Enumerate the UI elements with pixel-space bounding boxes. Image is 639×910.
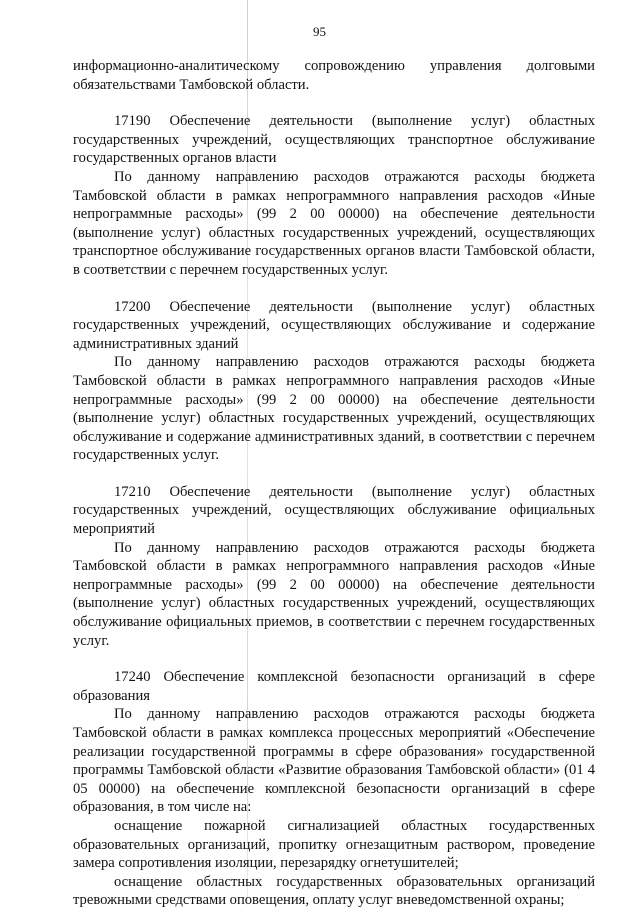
document-body: [73, 57, 595, 910]
paragraph-17200-description: По данному направлению расходов отражаются расходы бюджета Тамбовской области в рамках непрограммного направления расходов «Иные непрограммные расходы» (99 2 00 00000) на обеспечение деятельности (выполнение услуг) областных государственных учреждений, осуществляющих обслуживание и содержание административных зданий, в соответствии с перечнем государственных услуг.: [73, 354, 595, 464]
list-item-fire-alarm: оснащение пожарной сигнализацией областных государственных образовательных организаций, пропитку огнезащитным раствором, проведение замера сопротивления изоляции, перезарядку огнетушителей;: [73, 817, 595, 872]
page-number: 95: [313, 24, 326, 39]
section-heading-17190: 17190 Обеспечение деятельности (выполнение услуг) областных государственных учреждений, осуществляющих транспортное обслуживание государственных органов власти: [73, 113, 595, 167]
paragraph-17190-description: По данному направлению расходов отражаются расходы бюджета Тамбовской области в рамках непрограммного направления расходов «Иные непрограммные расходы» (99 2 00 00000) на обеспечение деятельности (выполнение услуг) областных государственных учреждений, осуществляющих транспортное обслуживание государственных органов власти Тамбовской области, в соответствии с перечнем государственных услуг.: [73, 168, 595, 278]
paragraph-17210-description: По данному направлению расходов отражаются расходы бюджета Тамбовской области в рамках непрограммного направления расходов «Иные непрограммные расходы» (99 2 00 00000) на обеспечение деятельности (выполнение услуг) областных государственных учреждений, осуществляющих обслуживание официальных приемов, в соответствии с перечнем государственных услуг.: [73, 539, 595, 649]
section-heading-17240: 17240 Обеспечение комплексной безопасности организаций в сфере образования: [73, 669, 595, 704]
paragraph-17240-description: По данному направлению расходов отражаются расходы бюджета Тамбовской области в рамках комплекса процессных мероприятий «Обеспечение реализации государственной программы в сфере образования» государственной программы Тамбовской области «Развитие образования Тамбовской области» (01 4 05 00000) на обеспечение комплексной безопасности организаций в сфере образования, в том числе на:: [73, 706, 595, 816]
list-item-alarm-devices: оснащение областных государственных образовательных организаций тревожными средствами оповещения, оплату услуг вневедомственной охраны;: [73, 873, 595, 909]
section-heading-17200: 17200 Обеспечение деятельности (выполнение услуг) областных государственных учреждений, осуществляющих обслуживание и содержание административных зданий: [73, 298, 595, 352]
section-heading-17210: 17210 Обеспечение деятельности (выполнение услуг) областных государственных учреждений, осуществляющих обслуживание официальных мероприятий: [73, 483, 595, 538]
paragraph-continuation: информационно-аналитическому сопровождению управления долговыми обязательствами Тамбовской области.: [73, 58, 595, 93]
